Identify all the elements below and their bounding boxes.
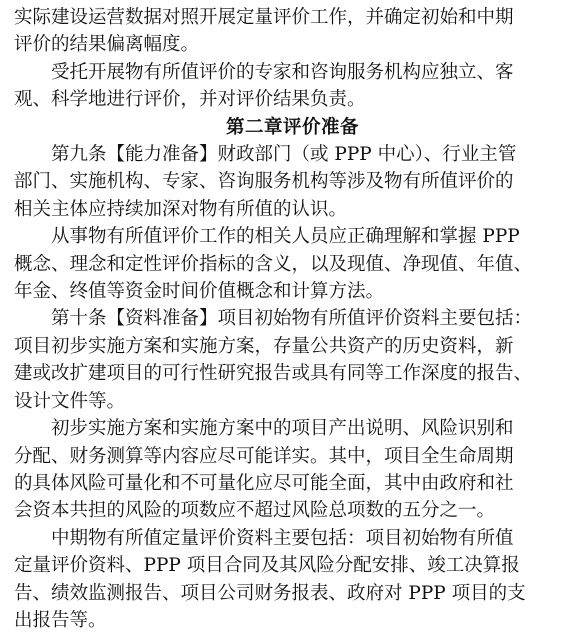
text-line: 会资本共担的风险的项数应不超过风险总项数的五分之一。 xyxy=(14,500,496,522)
paragraph xyxy=(14,141,571,223)
text-line: 评价的结果偏离幅度。 xyxy=(14,34,200,56)
text-line: 第十条【资料准备】项目初始物有所值评价资料主要包括： xyxy=(51,308,533,330)
text-line: 项目初步实施方案和实施方案，存量公共资产的历史资料，新 xyxy=(14,335,514,357)
text-line: 中期物有所值定量评价资料主要包括：项目初始物有所值 xyxy=(51,527,514,549)
text-line: 第九条【能力准备】财政部门（或 PPP 中心）、行业主管 xyxy=(51,144,517,166)
text-line: 定量评价资料、PPP 项目合同及其风险分配安排、竣工决算报 xyxy=(14,555,520,577)
paragraph xyxy=(14,305,571,415)
text-line: 年金、终值等资金时间价值概念和计算方法。 xyxy=(14,281,385,303)
paragraph xyxy=(14,525,571,634)
text-line: 初步实施方案和实施方案中的项目产出说明、风险识别和 xyxy=(51,418,514,440)
text-line: 设计文件等。 xyxy=(14,390,126,412)
paragraph xyxy=(14,59,571,114)
paragraph xyxy=(14,415,571,525)
text-line: 建或改扩建项目的可行性研究报告或具有同等工作深度的报告、 xyxy=(14,363,533,385)
text-line: 告、绩效监测报告、项目公司财务报表、政府对 PPP 项目的支 xyxy=(14,582,526,604)
text-line: 观、科学地进行评价，并对评价结果负责。 xyxy=(14,89,366,111)
paragraph xyxy=(14,223,571,305)
chapter-heading xyxy=(14,114,571,141)
text-line: 实际建设运营数据对照开展定量评价工作，并确定初始和中期 xyxy=(14,7,514,28)
text-line: 从事物有所值评价工作的相关人员应正确理解和掌握 PPP xyxy=(51,226,520,248)
heading-text: 第二章评价准备 xyxy=(225,116,359,138)
text-line: 的具体风险可量化和不可量化应尽可能全面，其中由政府和社 xyxy=(14,472,514,494)
text-line: 概念、理念和定性评价指标的含义，以及现值、净现值、年值、 xyxy=(14,253,533,275)
text-line: 部门、实施机构、专家、咨询服务机构等涉及物有所值评价的 xyxy=(14,171,514,193)
paragraph xyxy=(14,4,571,59)
text-line: 出报告等。 xyxy=(14,609,107,631)
text-line: 分配、财务测算等内容应尽可能详实。其中，项目全生命周期 xyxy=(14,445,514,467)
text-line: 相关主体应持续加深对物有所值的认识。 xyxy=(14,198,348,220)
text-line: 受托开展物有所值评价的专家和咨询服务机构应独立、客 xyxy=(51,61,514,83)
